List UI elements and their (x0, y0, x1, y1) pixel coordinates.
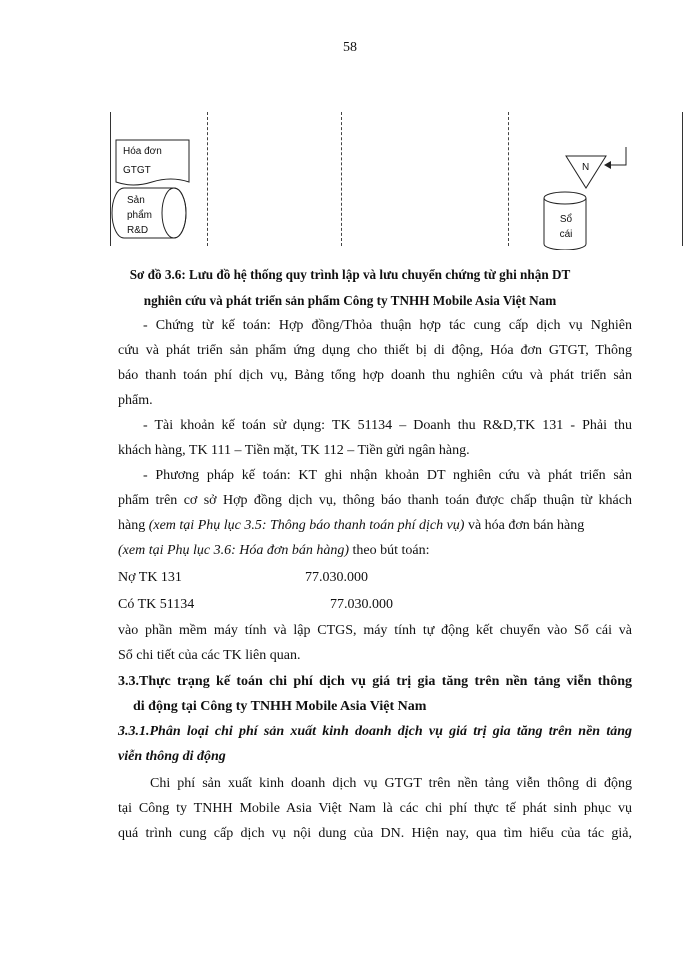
docs-line1: - Chứng từ kế toán: Hợp đồng/Thỏa thuận hợp tác cung cấp dịch vụ Nghiên (143, 318, 632, 333)
method-line3-text-a: hàng (118, 518, 146, 533)
subsection-heading-line1: 3.3.1.Phân loại chi phí sản xuất kinh doanh dịch vụ giá trị gia tăng trên nền tảng (118, 724, 632, 739)
docs-line4: phẩm. (118, 393, 153, 408)
subsection-heading-line2: viễn thông di động (118, 749, 226, 764)
invoice-label (123, 144, 162, 178)
figure-caption (90, 262, 610, 314)
section-heading-line1: 3.3.Thực trạng kế toán chi phí dịch vụ giá trị gia tăng trên nền tảng viễn thông (118, 674, 632, 689)
product-label-line2: phẩm (127, 210, 153, 221)
cost-line3: quá trình cung cấp dịch vụ nội dung của DN. Hiện nay, qua tìm hiểu của tác giả, (118, 826, 632, 841)
product-label (127, 193, 152, 238)
cost-line1: Chi phí sản xuất kinh doanh dịch vụ GTGT trên nền tảng viễn thông di động (150, 776, 632, 791)
posting-line1: vào phần mềm máy tính và lập CTGS, máy tính tự động kết chuyển vào Sổ cái và (118, 623, 632, 638)
page-number: 58 (343, 40, 357, 55)
method-line3-text-b: và hóa đơn bán hàng (467, 518, 585, 533)
invoice-label-line1: Hóa đơn (123, 146, 162, 157)
section-heading-line2: di động tại Công ty TNHH Mobile Asia Việt Nam (133, 699, 427, 714)
caption-line1: Sơ đồ 3.6: Lưu đồ hệ thống quy trình lập và lưu chuyển chứng từ ghi nhận DT (129, 267, 571, 282)
posting-line2: Sổ chi tiết của các TK liên quan. (118, 648, 301, 663)
connector-label: N (582, 162, 590, 173)
flowchart-shapes (0, 0, 700, 250)
product-label-line3: R&D (127, 225, 149, 236)
appendix-3-6-reference: (xem tại Phụ lục 3.6: Hóa đơn bán hàng) (118, 543, 350, 558)
cost-line2: tại Công ty TNHH Mobile Asia Việt Nam là các chi phí thực tế phát sinh phục vụ (118, 801, 632, 816)
accounts-line2: khách hàng, TK 111 – Tiền mặt, TK 112 – Tiền gửi ngân hàng. (118, 443, 470, 458)
entry-debit-amount: 77.030.000 (305, 570, 368, 585)
docs-line3: báo thanh toán phí dịch vụ, Bảng tổng hợp doanh thu nghiên cứu và phát triển sản (118, 368, 632, 383)
method-line4-text-b: theo bút toán: (352, 543, 430, 558)
ledger-label-line1: Sổ (559, 214, 573, 225)
caption-line2: nghiên cứu và phát triển sản phẩm Công ty TNHH Mobile Asia Việt Nam (143, 293, 557, 308)
appendix-3-5-reference: (xem tại Phụ lục 3.5: Thông báo thanh toán phí dịch vụ) (148, 518, 465, 533)
entry-debit-label: Nợ TK 131 (118, 570, 182, 585)
entry-credit-label: Có TK 51134 (118, 597, 195, 612)
docs-line2: cứu và phát triển sản phẩm ứng dụng cho thiết bị di động, Hóa đơn GTGT, Thông (118, 343, 632, 358)
ledger-label (556, 212, 576, 242)
product-label-line1: Sản (127, 195, 145, 206)
entry-credit-amount: 77.030.000 (330, 597, 393, 612)
invoice-label-line2: GTGT (123, 165, 151, 176)
ledger-label-line2: cái (559, 229, 573, 240)
method-line1: - Phương pháp kế toán: KT ghi nhận khoản DT nghiên cứu và phát triển sản (143, 468, 632, 483)
accounts-line1: - Tài khoản kế toán sử dụng: TK 51134 – Doanh thu R&D,TK 131 - Phải thu (143, 418, 632, 433)
method-line4 (118, 543, 430, 559)
method-line2: phẩm trên cơ sở Hợp đồng dịch vụ, thông báo thanh toán được chấp thuận từ khách (118, 493, 632, 508)
method-line3 (118, 518, 584, 534)
